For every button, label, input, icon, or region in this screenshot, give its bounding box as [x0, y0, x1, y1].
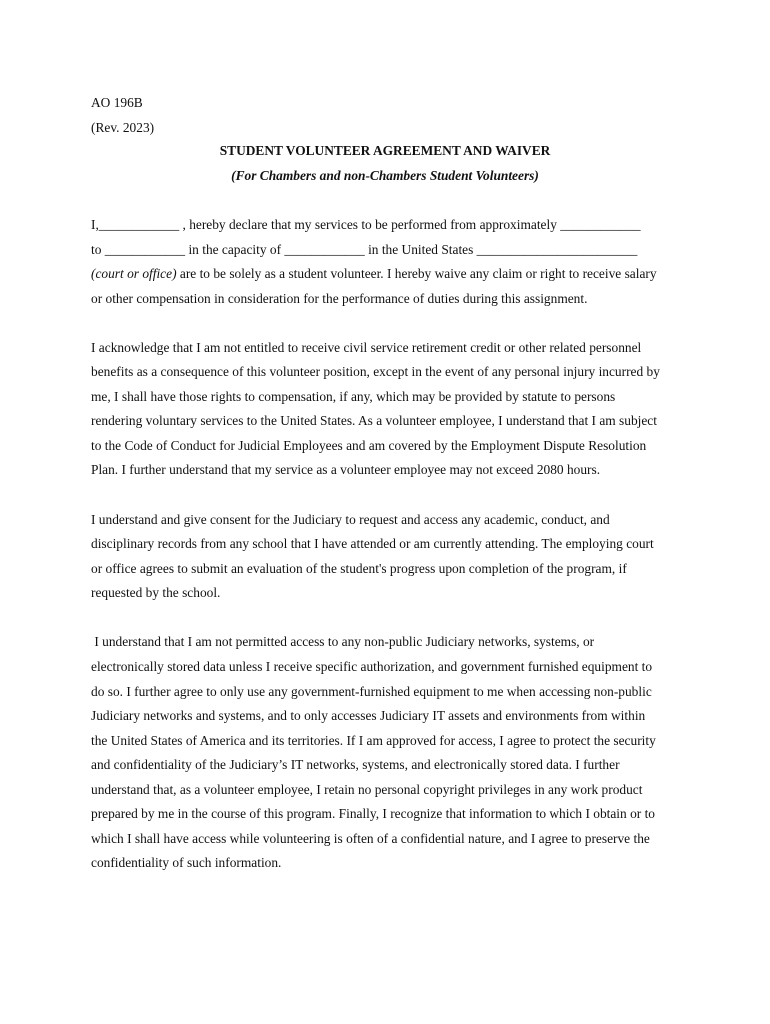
- acknowledgement-line: I acknowledge that I am not entitled to receive civil service retirement credit or other related personnel: [91, 340, 642, 355]
- access-line: understand that, as a volunteer employee, I retain no personal copyright privileges in any work product: [91, 782, 643, 797]
- acknowledgement-line: Plan. I further understand that my service as a volunteer employee may not exceed 2080 hours.: [91, 462, 601, 477]
- document-title: STUDENT VOLUNTEER AGREEMENT AND WAIVER: [219, 143, 551, 158]
- document-subtitle: (For Chambers and non-Chambers Student Volunteers): [231, 168, 539, 183]
- declaration-line-3-text: are to be solely as a student volunteer. I hereby waive any claim or right to receive salary: [176, 266, 657, 281]
- consent-line: requested by the school.: [91, 585, 221, 600]
- consent-line: disciplinary records from any school that I have attended or am currently attending. The employing court: [91, 536, 654, 551]
- declaration-line-1: I,____________ , hereby declare that my services to be performed from approximately ____________: [91, 217, 641, 232]
- court-or-office-label: (court or office): [91, 266, 177, 281]
- form-number: AO 196B: [91, 95, 143, 110]
- access-line: electronically stored data unless I receive specific authorization, and government furnished equipment to: [91, 659, 653, 674]
- acknowledgement-line: me, I shall have those rights to compensation, if any, which may be provided by statute to persons: [91, 389, 616, 404]
- acknowledgement-line: to the Code of Conduct for Judicial Employees and am covered by the Employment Dispute Resolution: [91, 438, 647, 453]
- declaration-line-3: [91, 266, 691, 282]
- access-line: I understand that I am not permitted access to any non-public Judiciary networks, systems, or: [91, 634, 595, 649]
- access-line: the United States of America and its territories. If I am approved for access, I agree to protect the security: [91, 733, 656, 748]
- access-line: prepared by me in the course of this program. Finally, I recognize that information to which I obtain or to: [91, 806, 655, 821]
- acknowledgement-line: benefits as a consequence of this volunteer position, except in the event of any personal injury incurred by: [91, 364, 660, 379]
- consent-line: or office agrees to submit an evaluation of the student's progress upon completion of the program, if: [91, 561, 627, 576]
- access-line: which I shall have access while volunteering is often of a confidential nature, and I agree to preserve the: [91, 831, 650, 846]
- declaration-line-2: to ____________ in the capacity of ____________ in the United States ________________________: [91, 242, 638, 257]
- consent-line: I understand and give consent for the Judiciary to request and access any academic, conduct, and: [91, 512, 610, 527]
- access-line: confidentiality of such information.: [91, 855, 282, 870]
- access-line: Judiciary networks and systems, and to only accesses Judiciary IT assets and environments from within: [91, 708, 646, 723]
- access-line: do so. I further agree to only use any government-furnished equipment to me when accessing non-public: [91, 684, 652, 699]
- access-line: and confidentiality of the Judiciary’s IT networks, systems, and electronically stored data. I further: [91, 757, 620, 772]
- form-revision: (Rev. 2023): [91, 120, 155, 135]
- declaration-line-4: or other compensation in consideration for the performance of duties during this assignment.: [91, 291, 588, 306]
- acknowledgement-line: rendering voluntary services to the United States. As a volunteer employee, I understand that I am subject: [91, 413, 657, 428]
